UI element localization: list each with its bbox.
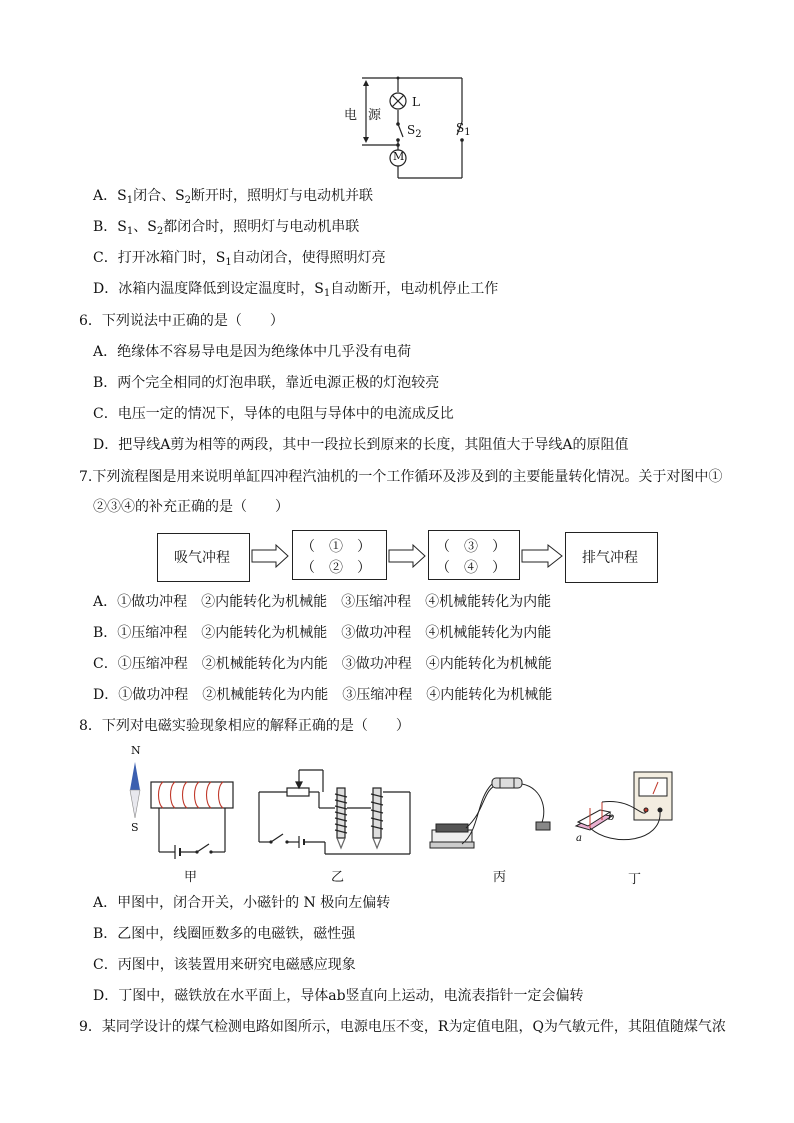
flow-box-intake: 吸气冲程 — [157, 533, 250, 582]
q9-stem: 9．某同学设计的煤气检测电路如图所示，电源电压不变，R为定值电阻，Q为气敏元件，其阻值随煤气浓 — [79, 1019, 726, 1035]
lamp-label: L — [412, 95, 420, 109]
q8-option-d: D．丁图中，磁铁放在水平面上，导体ab竖直向上运动，电流表指针一定会偏转 — [93, 988, 584, 1004]
figure-ding — [572, 768, 702, 858]
q8-stem: 8．下列对电磁实验现象相应的解释正确的是（ ） — [79, 718, 410, 734]
flow-arrow-1 — [250, 544, 290, 568]
flow-box-3: （ ③ ） （ ④ ） — [428, 530, 520, 580]
q5-option-d: D．冰箱内温度降低到设定温度时，$S_1$自动断开，电动机停止工作 — [93, 281, 499, 299]
q5-option-b: B．$S_1$、$S_2$都闭合时，照明灯与电动机串联 — [93, 219, 360, 237]
q6-option-c: C．电压一定的情况下，导体的电阻与导体中的电流成反比 — [93, 406, 454, 422]
q5-option-a: A．$S_1$闭合、$S_2$断开时，照明灯与电动机并联 — [93, 188, 374, 206]
q8-option-b: B．乙图中，线圈匝数多的电磁铁，磁性强 — [93, 926, 356, 942]
flow-arrow-2 — [387, 544, 427, 568]
ding-b-label: b — [608, 812, 615, 823]
flow-box-2: （ ① ） （ ② ） — [292, 530, 387, 580]
power-label-1: 电 — [344, 108, 358, 123]
q8-option-c: C．丙图中，该装置用来研究电磁感应现象 — [93, 957, 356, 973]
q8-option-a: A．甲图中，闭合开关，小磁针的 N 极向左偏转 — [93, 895, 391, 911]
compass-n-label: N — [131, 744, 141, 757]
figure-yi — [255, 742, 415, 862]
q6-option-a: A．绝缘体不容易导电是因为绝缘体中几乎没有电荷 — [93, 344, 412, 360]
figure-jia — [125, 740, 245, 860]
figure-jia-label: 甲 — [184, 870, 198, 885]
figure-bing — [426, 770, 566, 860]
flow-box-exhaust: 排气冲程 — [565, 532, 658, 583]
ding-a-label: a — [576, 833, 582, 844]
q6-option-b: B．两个完全相同的灯泡串联，靠近电源正极的灯泡较亮 — [93, 375, 440, 391]
flow-arrow-3 — [520, 544, 564, 568]
motor-label: M — [393, 150, 405, 163]
q5-option-c: C．打开冰箱门时，$S_1$自动闭合，使得照明灯亮 — [93, 250, 386, 268]
s2-label: $S_2$ — [407, 123, 422, 140]
q7-stem-line2: ②③④的补充正确的是（ ） — [93, 499, 289, 515]
q7-option-b: B．①压缩冲程 ②内能转化为机械能 ③做功冲程 ④机械能转化为内能 — [93, 625, 552, 641]
q7-option-c: C．①压缩冲程 ②机械能转化为内能 ③做功冲程 ④内能转化为机械能 — [93, 656, 552, 672]
power-label-2: 源 — [368, 108, 382, 123]
q7-option-a: A．①做功冲程 ②内能转化为机械能 ③压缩冲程 ④机械能转化为内能 — [93, 594, 552, 610]
figure-ding-label: 丁 — [628, 872, 642, 887]
q6-option-d: D．把导线A剪为相等的两段，其中一段拉长到原来的长度，其阻值大于导线A的原阻值 — [93, 437, 629, 453]
q6-stem: 6．下列说法中正确的是（ ） — [79, 313, 284, 329]
q7-stem-line1: 7.下列流程图是用来说明单缸四冲程汽油机的一个工作循环及涉及到的主要能量转化情况。关于对图中① — [79, 469, 723, 485]
compass-s-label: S — [131, 821, 139, 834]
figure-bing-label: 丙 — [493, 870, 507, 885]
figure-yi-label: 乙 — [331, 870, 345, 885]
s1-label: $S_1$ — [456, 121, 471, 138]
q7-option-d: D．①做功冲程 ②机械能转化为内能 ③压缩冲程 ④内能转化为机械能 — [93, 687, 553, 703]
